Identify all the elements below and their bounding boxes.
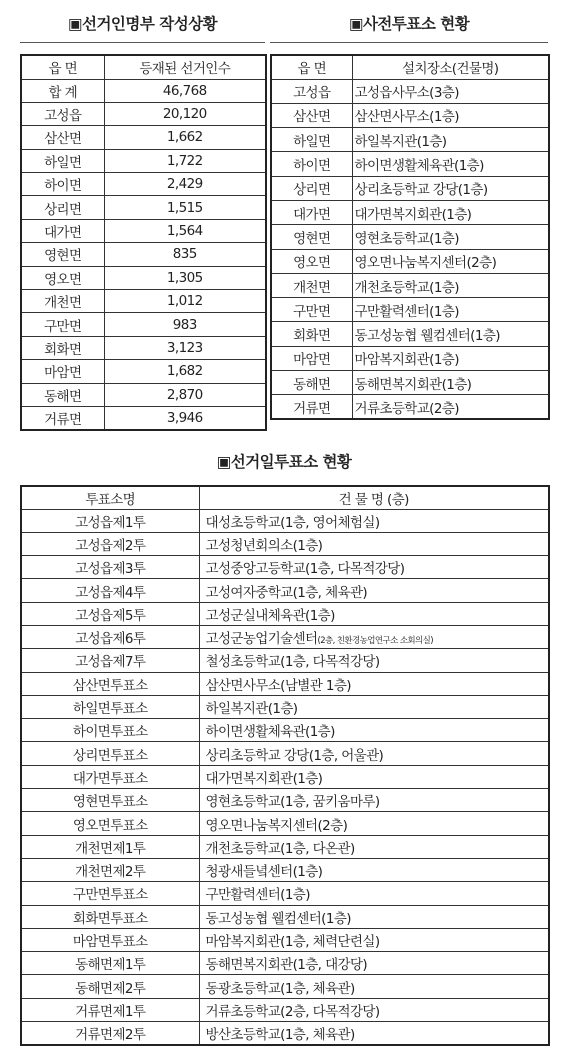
- district-cell: 하이면: [271, 152, 352, 176]
- location-cell: 개천초등학교(1층): [352, 273, 549, 297]
- building-note: (2층, 친환경농업연구소 소회의실): [317, 636, 433, 647]
- table-row: [21, 243, 266, 266]
- table-row: [21, 266, 266, 289]
- district-cell: 하일면: [271, 128, 352, 152]
- table-row: [21, 742, 549, 765]
- building-name: 구만활력센터(1층): [205, 887, 310, 904]
- station-cell: 고성읍제7투: [21, 649, 199, 672]
- table-row: [271, 103, 549, 127]
- table-row: [21, 219, 266, 242]
- early-header-district: 읍 면: [271, 55, 352, 79]
- station-cell: 구만면투표소: [21, 882, 199, 905]
- district-cell: 상리면: [21, 196, 104, 219]
- table-row: [21, 79, 266, 102]
- location-cell: 구만활력센터(1층): [352, 298, 549, 322]
- station-cell: 고성읍제6투: [21, 625, 199, 648]
- station-cell: 거류면제1투: [21, 998, 199, 1021]
- table-row: [271, 225, 549, 249]
- registry-header-district: 읍 면: [21, 55, 104, 79]
- table-row: [21, 975, 549, 998]
- district-cell: 고성읍: [21, 102, 104, 125]
- district-cell: 동해면: [271, 371, 352, 395]
- district-cell: 회화면: [271, 322, 352, 346]
- registry-title: ▣선거인명부 작성상황: [67, 15, 218, 33]
- table-row: [21, 998, 549, 1021]
- table-row: [21, 509, 549, 532]
- station-cell: 동해면제1투: [21, 952, 199, 975]
- station-cell: 고성읍제1투: [21, 509, 199, 532]
- table-row: [271, 249, 549, 273]
- location-cell: 동고성농협 웰컴센터(1층): [352, 322, 549, 346]
- voter-count-cell: 3,946: [104, 406, 266, 429]
- building-cell: [199, 649, 549, 672]
- table-row: [271, 322, 549, 346]
- table-row: [21, 196, 266, 219]
- district-cell: 개천면: [271, 273, 352, 297]
- building-cell: [199, 695, 549, 718]
- building-cell: [199, 905, 549, 928]
- station-cell: 고성읍제2투: [21, 532, 199, 555]
- table-row: [271, 371, 549, 395]
- table-row: [21, 672, 549, 695]
- district-cell: 거류면: [21, 406, 104, 429]
- district-cell: 동해면: [21, 383, 104, 406]
- voter-count-cell: 983: [104, 313, 266, 336]
- table-row: [271, 176, 549, 200]
- district-cell: 삼산면: [271, 103, 352, 127]
- table-row: [21, 1022, 549, 1045]
- voter-count-cell: 835: [104, 243, 266, 266]
- building-name: 고성군농업기술센터: [205, 631, 318, 648]
- station-cell: 거류면제2투: [21, 1022, 199, 1045]
- table-row: [21, 858, 549, 881]
- table-row: [21, 360, 266, 383]
- table-row: [271, 298, 549, 322]
- building-name: 고성여자중학교(1층, 체육관): [205, 584, 368, 601]
- voter-registry-table: [20, 54, 267, 431]
- building-cell: [199, 882, 549, 905]
- voter-count-cell: 2,429: [104, 173, 266, 196]
- district-cell: 영오면: [21, 266, 104, 289]
- location-cell: 대가면복지회관(1층): [352, 200, 549, 224]
- registry-title-rule: [20, 42, 265, 43]
- building-cell: [199, 532, 549, 555]
- voter-count-cell: 1,012: [104, 290, 266, 313]
- location-cell: 동해면복지회관(1층): [352, 371, 549, 395]
- registry-table-body: [21, 79, 266, 430]
- building-cell: [199, 719, 549, 742]
- district-cell: 회화면: [21, 336, 104, 359]
- building-cell: [199, 835, 549, 858]
- table-row: [21, 556, 549, 579]
- building-name: 영오면나눔복지센터(2층): [205, 817, 348, 834]
- voter-count-cell: 1,662: [104, 126, 266, 149]
- building-cell: [199, 952, 549, 975]
- building-name: 영현초등학교(1층, 꿈키움마루): [205, 794, 380, 811]
- election-header-building: 건 물 명 (층): [199, 486, 549, 509]
- district-cell: 하이면: [21, 173, 104, 196]
- station-cell: 회화면투표소: [21, 905, 199, 928]
- building-name: 청광새들녘센터(1층): [205, 864, 323, 881]
- location-cell: 상리초등학교 강당(1층): [352, 176, 549, 200]
- building-cell: [199, 765, 549, 788]
- location-cell: 하이면생활체육관(1층): [352, 152, 549, 176]
- building-name: 고성중앙고등학교(1층, 다목적강당): [205, 561, 405, 578]
- registry-header-voters: 등재된 선거인수: [104, 55, 266, 79]
- building-name: 대가면복지회관(1층): [205, 770, 323, 787]
- voter-count-cell: 1,682: [104, 360, 266, 383]
- district-cell: 마암면: [271, 346, 352, 370]
- table-row: [21, 602, 549, 625]
- table-row: [21, 952, 549, 975]
- district-cell: 개천면: [21, 290, 104, 313]
- table-row: [21, 173, 266, 196]
- table-row: [21, 290, 266, 313]
- table-row: [271, 273, 549, 297]
- building-cell: [199, 789, 549, 812]
- table-row: [21, 149, 266, 172]
- building-name: 거류초등학교(2층, 다목적강당): [205, 1003, 380, 1020]
- building-name: 동해면복지회관(1층, 대강당): [205, 957, 368, 974]
- building-name: 삼산면사무소(남별관 1층): [205, 677, 351, 694]
- table-row: [21, 625, 549, 648]
- table-row: [271, 79, 549, 103]
- table-row: [21, 695, 549, 718]
- voter-count-cell: 1,305: [104, 266, 266, 289]
- district-cell: 삼산면: [21, 126, 104, 149]
- building-cell: [199, 812, 549, 835]
- building-name: 하이면생활체육관(1층): [205, 724, 335, 741]
- station-cell: 하일면투표소: [21, 695, 199, 718]
- election-day-table: [20, 485, 550, 1046]
- voter-count-cell: 2,870: [104, 383, 266, 406]
- table-row: [21, 835, 549, 858]
- station-cell: 대가면투표소: [21, 765, 199, 788]
- station-cell: 마암면투표소: [21, 928, 199, 951]
- station-cell: 고성읍제5투: [21, 602, 199, 625]
- district-cell: 구만면: [271, 298, 352, 322]
- station-cell: 영오면투표소: [21, 812, 199, 835]
- station-cell: 하이면투표소: [21, 719, 199, 742]
- table-row: [271, 200, 549, 224]
- district-cell: 구만면: [21, 313, 104, 336]
- building-name: 개천초등학교(1층, 다온관): [205, 840, 355, 857]
- early-header-location: 설치장소(건물명): [352, 55, 549, 79]
- district-cell: 하일면: [21, 149, 104, 172]
- election-day-table-body: [21, 509, 549, 1045]
- table-row: [21, 649, 549, 672]
- station-cell: 상리면투표소: [21, 742, 199, 765]
- building-cell: [199, 556, 549, 579]
- location-cell: 하일복지관(1층): [352, 128, 549, 152]
- building-cell: [199, 1022, 549, 1045]
- station-cell: 고성읍제3투: [21, 556, 199, 579]
- building-cell: [199, 928, 549, 951]
- station-cell: 개천면제1투: [21, 835, 199, 858]
- table-row: [21, 789, 549, 812]
- building-cell: [199, 998, 549, 1021]
- building-cell: [199, 625, 549, 648]
- table-row: [21, 336, 266, 359]
- building-cell: [199, 975, 549, 998]
- location-cell: 마암복지회관(1층): [352, 346, 549, 370]
- building-name: 마암복지회관(1층, 체력단련실): [205, 933, 380, 950]
- table-row: [271, 152, 549, 176]
- table-row: [21, 102, 266, 125]
- building-cell: [199, 858, 549, 881]
- table-row: [21, 383, 266, 406]
- building-cell: [199, 602, 549, 625]
- table-row: [271, 346, 549, 370]
- table-row: [271, 395, 549, 419]
- building-name: 동고성농협 웰컴센터(1층): [205, 910, 351, 927]
- building-cell: [199, 672, 549, 695]
- table-row: [21, 313, 266, 336]
- location-cell: 삼산면사무소(1층): [352, 103, 549, 127]
- early-voting-table: [270, 54, 550, 420]
- table-row: [21, 812, 549, 835]
- building-cell: [199, 509, 549, 532]
- early-voting-title-rule: [270, 42, 548, 43]
- table-row: [21, 406, 266, 429]
- station-cell: 개천면제2투: [21, 858, 199, 881]
- voter-count-cell: 46,768: [104, 79, 266, 102]
- table-row: [21, 765, 549, 788]
- table-row: [21, 532, 549, 555]
- building-name: 철성초등학교(1층, 다목적강당): [205, 654, 380, 671]
- station-cell: 고성읍제4투: [21, 579, 199, 602]
- district-cell: 고성읍: [271, 79, 352, 103]
- voter-count-cell: 1,564: [104, 219, 266, 242]
- table-row: [21, 126, 266, 149]
- building-name: 동광초등학교(1층, 체육관): [205, 980, 355, 997]
- election-day-title: ▣선거일투표소 현황: [216, 453, 352, 471]
- station-cell: 영현면투표소: [21, 789, 199, 812]
- location-cell: 고성읍사무소(3층): [352, 79, 549, 103]
- building-name: 하일복지관(1층): [205, 701, 298, 718]
- district-cell: 영현면: [21, 243, 104, 266]
- voter-count-cell: 1,515: [104, 196, 266, 219]
- building-name: 방산초등학교(1층, 체육관): [205, 1026, 355, 1043]
- table-row: [21, 905, 549, 928]
- district-cell: 거류면: [271, 395, 352, 419]
- district-cell: 상리면: [271, 176, 352, 200]
- election-header-station: 투표소명: [21, 486, 199, 509]
- table-row: [21, 928, 549, 951]
- table-row: [21, 882, 549, 905]
- building-cell: [199, 742, 549, 765]
- early-voting-title: ▣사전투표소 현황: [348, 15, 470, 33]
- table-row: [271, 128, 549, 152]
- district-cell: 대가면: [271, 200, 352, 224]
- early-voting-table-body: [271, 79, 549, 419]
- district-cell: 대가면: [21, 219, 104, 242]
- building-name: 고성청년회의소(1층): [205, 537, 323, 554]
- location-cell: 거류초등학교(2층): [352, 395, 549, 419]
- table-row: [21, 719, 549, 742]
- station-cell: 삼산면투표소: [21, 672, 199, 695]
- district-cell: 마암면: [21, 360, 104, 383]
- building-cell: [199, 579, 549, 602]
- district-cell: 합 계: [21, 79, 104, 102]
- building-name: 상리초등학교 강당(1층, 어울관): [205, 747, 384, 764]
- voter-count-cell: 1,722: [104, 149, 266, 172]
- district-cell: 영현면: [271, 225, 352, 249]
- location-cell: 영오면나눔복지센터(2층): [352, 249, 549, 273]
- building-name: 대성초등학교(1층, 영어체험실): [205, 514, 380, 531]
- voter-count-cell: 20,120: [104, 102, 266, 125]
- location-cell: 영현초등학교(1층): [352, 225, 549, 249]
- building-name: 고성군실내체육관(1층): [205, 607, 335, 624]
- voter-count-cell: 3,123: [104, 336, 266, 359]
- table-row: [21, 579, 549, 602]
- district-cell: 영오면: [271, 249, 352, 273]
- station-cell: 동해면제2투: [21, 975, 199, 998]
